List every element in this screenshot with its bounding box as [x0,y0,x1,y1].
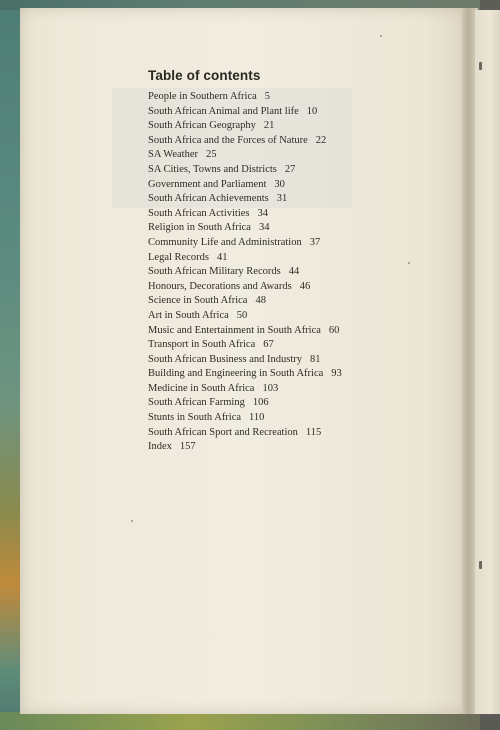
toc-entry [148,353,448,368]
toc-entry-page-number: 93 [331,368,342,380]
toc-entry-page-number: 50 [236,309,248,321]
toc-entry-title: SA Cities, Towns and Districts [148,163,277,175]
table-of-contents [148,68,448,455]
toc-entry-title: South African Activities [148,207,250,219]
toc-entry-page-number: 5 [264,91,271,102]
toc-entry-page-number: 81 [310,353,321,365]
page-mark [479,561,482,569]
toc-entry [148,163,448,178]
toc-entry-title: South African Farming [148,397,245,409]
toc-entry [148,265,448,280]
toc-entry-title: Community Life and Administration [148,236,302,248]
toc-entry-title: Science in South Africa [148,295,248,307]
toc-entry-page-number: 27 [284,163,296,175]
toc-entry-page-number: 31 [276,193,288,205]
toc-entry-title: Government and Parliament [148,178,267,190]
toc-entry-title: Music and Entertainment in South Africa [148,324,321,336]
toc-entry [148,192,448,207]
toc-entry [148,90,448,105]
toc-entry-title: South African Achievements [148,193,269,205]
toc-entry-page-number: 157 [179,441,196,453]
paper-speck [131,520,133,522]
toc-entry-title: Religion in South Africa [148,222,251,234]
toc-entry-page-number: 34 [258,222,270,234]
toc-entry [148,309,448,324]
toc-entry-page-number: 30 [274,178,285,190]
toc-entry-page-number: 34 [257,207,268,219]
toc-entry-title: Legal Records [148,251,209,263]
toc-entry-page-number: 22 [315,134,327,146]
toc-entry [148,280,448,295]
toc-entry [148,221,448,236]
toc-entry [148,251,448,266]
toc-entry [148,382,448,397]
toc-entry [148,396,448,411]
toc-entry-page-number: 106 [252,397,269,409]
toc-entry [148,178,448,193]
toc-entry [148,236,448,251]
toc-entry [148,324,448,339]
toc-entry [148,119,448,134]
toc-entry-title: South African Military Records [148,266,281,278]
toc-entry-title: Index [148,441,172,453]
toc-entry [148,367,448,382]
book-cover-bottom-edge [0,712,480,730]
toc-entry-title: Medicine in South Africa [148,382,255,394]
toc-entry-page-number: 48 [255,295,266,307]
toc-entry-title: South African Animal and Plant life [148,105,299,117]
toc-entry [148,207,448,222]
toc-entry-title: Building and Engineering in South Africa [148,368,324,380]
toc-entry-page-number: 67 [263,339,274,351]
toc-heading: Table of contents [148,68,261,83]
facing-page-edge [475,10,500,714]
toc-entry-page-number: 44 [288,266,300,278]
toc-entry-title: Art in South Africa [148,309,229,321]
page-mark [479,62,482,70]
toc-entry-page-number: 103 [262,382,279,394]
toc-entry-page-number: 41 [216,251,228,263]
toc-entry-page-number: 37 [309,236,321,248]
toc-entry [148,134,448,149]
toc-entry [148,105,448,120]
toc-entry-page-number: 21 [263,120,275,132]
toc-entry-title: South African Geography [148,120,256,132]
toc-entry [148,294,448,309]
toc-entry [148,426,448,441]
toc-entry-title: Transport in South Africa [148,339,256,351]
toc-entry [148,148,448,163]
toc-entry-title: South Africa and the Forces of Nature [148,134,308,146]
toc-entry-title: South African Business and Industry [148,353,302,365]
paper-speck [380,35,382,37]
toc-entry [148,338,448,353]
toc-entry [148,411,448,426]
toc-entry-title: Stunts in South Africa [148,412,242,424]
toc-entry-page-number: 25 [206,149,217,161]
toc-entry-page-number: 60 [328,324,340,336]
book-cover-left-edge [0,0,22,730]
toc-entry-title: SA Weather [148,149,198,161]
toc-entry-page-number: 10 [306,105,318,117]
toc-entry-page-number: 115 [305,426,322,438]
toc-entry-title: South African Sport and Recreation [148,426,298,438]
toc-entry-page-number: 46 [299,280,311,292]
toc-list [148,90,448,455]
toc-entry [148,440,448,455]
toc-entry-page-number: 110 [249,412,265,424]
toc-entry-title: People in Southern Africa [148,91,257,102]
toc-entry-title: Honours, Decorations and Awards [148,280,292,292]
